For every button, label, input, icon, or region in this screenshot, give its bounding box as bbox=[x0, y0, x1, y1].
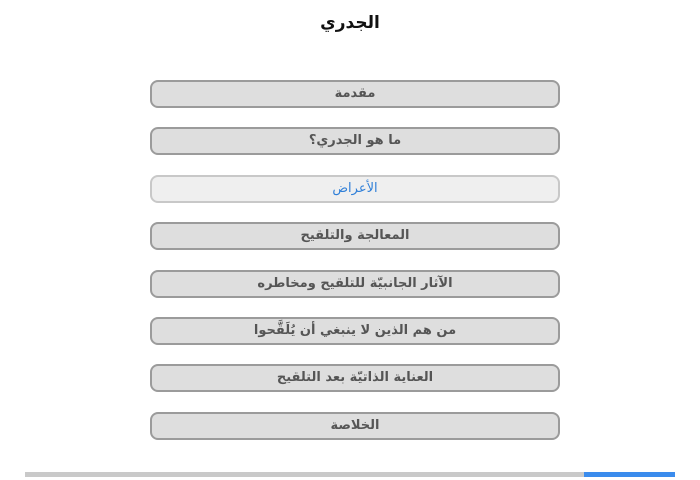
menu-item-self-care-after-vaccination[interactable]: العناية الذاتيّة بعد التلقيح bbox=[150, 364, 560, 392]
menu-item-side-effects-risks[interactable]: الآثار الجانبيّة للتلقيح ومخاطره bbox=[150, 270, 560, 298]
menu-item-treatment-vaccination[interactable]: المعالجة والتلقيح bbox=[150, 222, 560, 250]
menu-item-symptoms[interactable]: الأعراض bbox=[150, 175, 560, 203]
page-title: الجدري bbox=[320, 13, 380, 33]
menu-item-introduction[interactable]: مقدمة bbox=[150, 80, 560, 108]
menu-item-what-is-smallpox[interactable]: ما هو الجدري؟ bbox=[150, 127, 560, 155]
menu-item-summary[interactable]: الخلاصة bbox=[150, 412, 560, 440]
menu-item-who-should-not-vaccinate[interactable]: من هم الذين لا ينبغي أن يُلَقَّحوا bbox=[150, 317, 560, 345]
progress-bar-fill bbox=[584, 472, 675, 477]
tutorial-menu bbox=[150, 80, 560, 459]
progress-bar bbox=[25, 472, 675, 477]
